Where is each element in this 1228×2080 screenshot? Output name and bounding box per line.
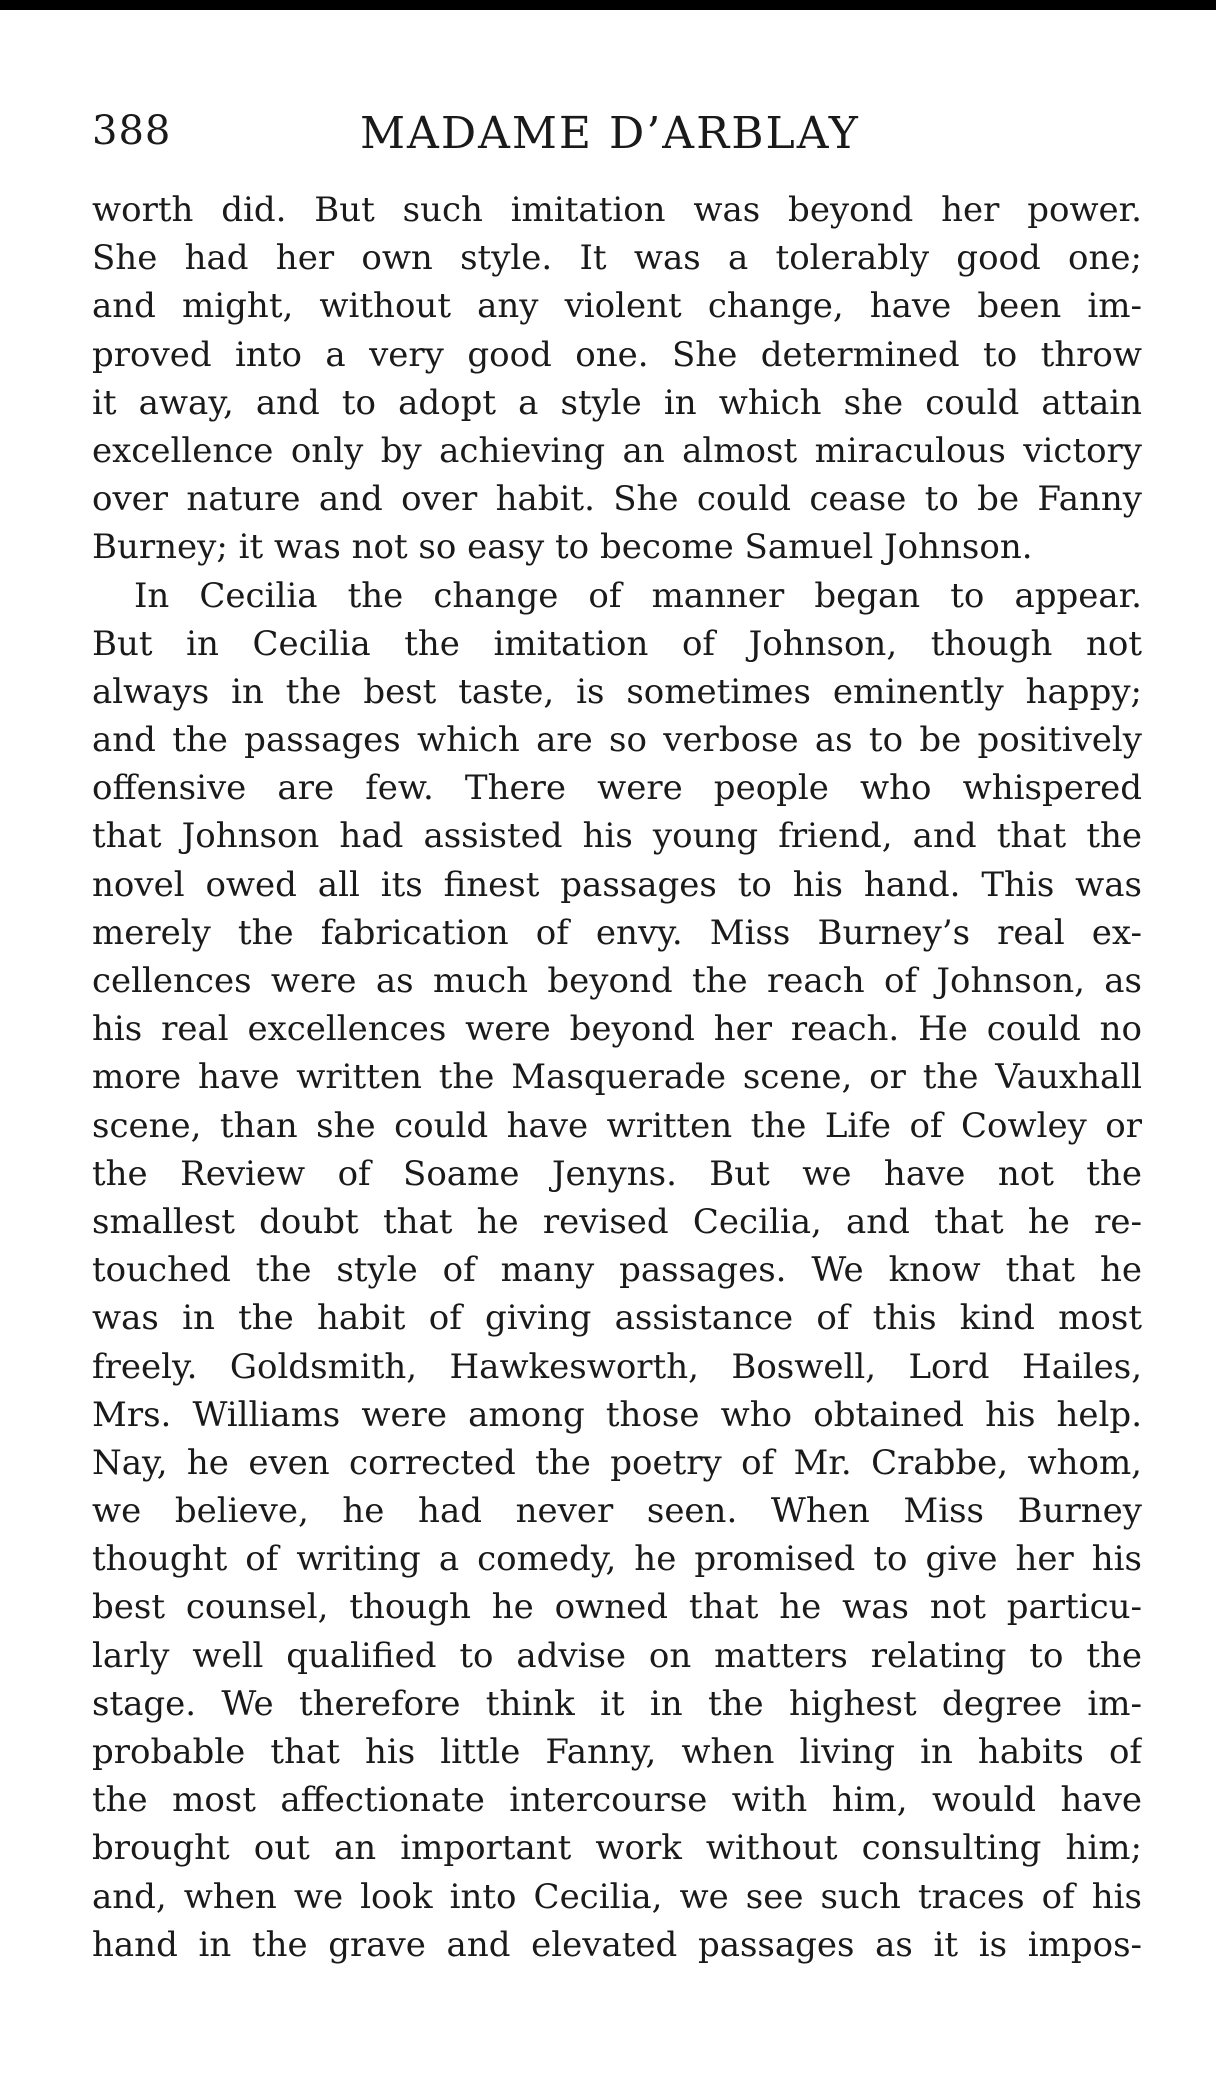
page-number: 388 bbox=[92, 108, 172, 154]
text-line: best counsel, though he owned that he was not particu- bbox=[92, 1587, 1142, 1628]
text-line: excellence only by achieving an almost miraculous victory bbox=[92, 430, 1142, 471]
text-line: Nay, he even corrected the poetry of Mr. Crabbe, whom, bbox=[92, 1442, 1142, 1483]
text-line: freely. Goldsmith, Hawkesworth, Boswell, Lord Hailes, bbox=[92, 1346, 1142, 1387]
text-line: novel owed all its finest passages to his hand. This was bbox=[92, 864, 1142, 905]
text-line: smallest doubt that he revised Cecilia, and that he re- bbox=[92, 1201, 1142, 1242]
text-line: and, when we look into Cecilia, we see such traces of his bbox=[92, 1876, 1142, 1917]
paragraph-start-line: In Cecilia the change of manner began to appear. bbox=[134, 575, 1142, 616]
text-line: that Johnson had assisted his young friend, and that the bbox=[92, 816, 1142, 857]
top-border-rule bbox=[0, 0, 1216, 10]
text-line: probable that his little Fanny, when living in habits of bbox=[92, 1732, 1142, 1772]
text-line: Burney; it was not so easy to become Samuel Johnson. bbox=[92, 527, 1033, 568]
running-title: MADAME D’ARBLAY bbox=[360, 108, 860, 159]
text-line: proved into a very good one. She determined to throw bbox=[92, 334, 1142, 375]
text-line: was in the habit of giving assistance of this kind most bbox=[92, 1298, 1142, 1339]
text-line: it away, and to adopt a style in which she could attain bbox=[92, 382, 1142, 423]
text-line: hand in the grave and elevated passages as it is impos- bbox=[92, 1924, 1142, 1965]
text-line: merely the fabrication of envy. Miss Burney’s real ex- bbox=[92, 912, 1142, 953]
body-text bbox=[92, 186, 1142, 1969]
text-line: thought of writing a comedy, he promised to give her his bbox=[92, 1539, 1142, 1580]
text-line: touched the style of many passages. We know that he bbox=[92, 1250, 1142, 1291]
text-line: cellences were as much beyond the reach of Johnson, as bbox=[92, 961, 1142, 1001]
text-line: scene, than she could have written the Life of Cowley or bbox=[92, 1105, 1142, 1146]
text-line: his real excellences were beyond her reach. He could no bbox=[92, 1009, 1142, 1050]
text-line: Mrs. Williams were among those who obtained his help. bbox=[92, 1394, 1142, 1435]
text-line: the most affectionate intercourse with him, would have bbox=[92, 1780, 1142, 1821]
text-line: She had her own style. It was a tolerably good one; bbox=[92, 238, 1142, 279]
text-line: brought out an important work without consulting him; bbox=[92, 1828, 1142, 1869]
text-line: the Review of Soame Jenyns. But we have not the bbox=[92, 1153, 1142, 1194]
text-line: more have written the Masquerade scene, or the Vauxhall bbox=[92, 1057, 1142, 1098]
text-line: offensive are few. There were people who whispered bbox=[92, 768, 1142, 809]
text-line: larly well qualified to advise on matters relating to the bbox=[92, 1635, 1142, 1676]
text-line: and the passages which are so verbose as to be positively bbox=[92, 720, 1142, 761]
text-line: we believe, he had never seen. When Miss Burney bbox=[92, 1491, 1142, 1532]
text-line: But in Cecilia the imitation of Johnson, though not bbox=[92, 623, 1142, 664]
text-line: always in the best taste, is sometimes eminently happy; bbox=[92, 671, 1142, 712]
text-line: over nature and over habit. She could cease to be Fanny bbox=[92, 479, 1142, 520]
page-header bbox=[92, 108, 1142, 168]
text-line: and might, without any violent change, have been im- bbox=[92, 286, 1142, 327]
text-line: stage. We therefore think it in the highest degree im- bbox=[92, 1683, 1142, 1724]
text-line: worth did. But such imitation was beyond her power. bbox=[92, 190, 1142, 230]
